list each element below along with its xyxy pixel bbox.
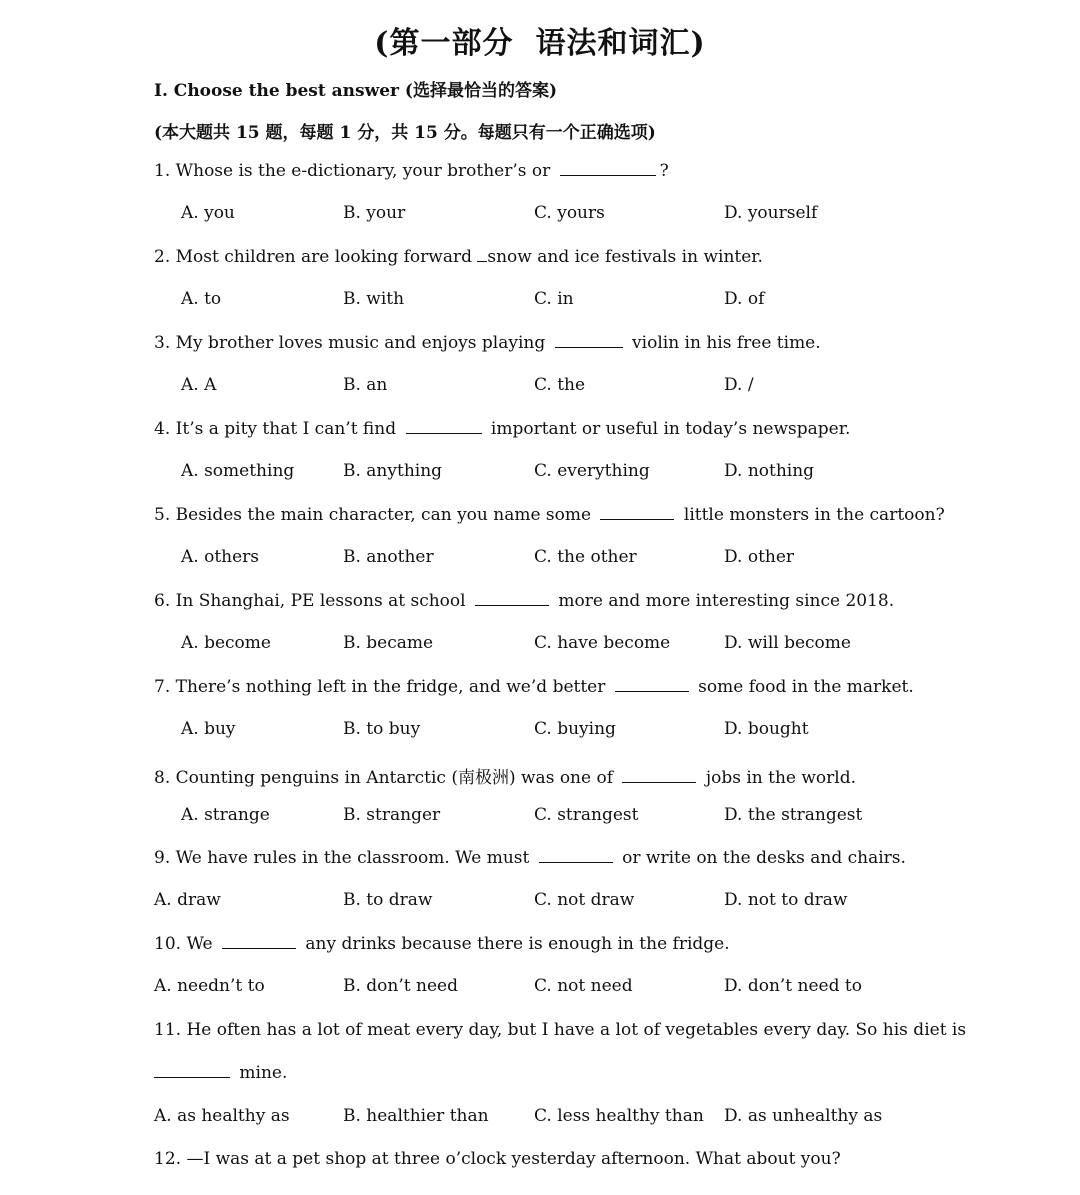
options-q6 bbox=[0, 633, 1080, 657]
option-c[interactable]: C. the bbox=[534, 375, 586, 395]
option-c[interactable]: C. not need bbox=[534, 976, 633, 996]
options-q11 bbox=[0, 1106, 1080, 1130]
option-c[interactable]: C. in bbox=[534, 289, 574, 309]
options-q10 bbox=[0, 976, 1080, 1000]
option-a[interactable]: A. strange bbox=[181, 805, 270, 825]
option-d[interactable]: D. bought bbox=[724, 719, 809, 739]
option-b[interactable]: B. to draw bbox=[343, 890, 433, 910]
answer-blank bbox=[622, 781, 696, 783]
option-a[interactable]: A. A bbox=[181, 375, 217, 395]
question-4: 4. It’s a pity that I can’t find important or useful in today’s newspaper. bbox=[154, 419, 851, 439]
options-q3 bbox=[0, 375, 1080, 399]
option-c[interactable]: C. have become bbox=[534, 633, 671, 653]
option-b[interactable]: B. to buy bbox=[343, 719, 421, 739]
question-10: 10. We any drinks because there is enough in the fridge. bbox=[154, 934, 730, 954]
option-d[interactable]: D. will become bbox=[724, 633, 851, 653]
option-d[interactable]: D. of bbox=[724, 289, 765, 309]
question-7: 7. There’s nothing left in the fridge, and we’d better some food in the market. bbox=[154, 677, 914, 697]
option-a[interactable]: A. as healthy as bbox=[154, 1106, 290, 1126]
options-q8 bbox=[0, 805, 1080, 829]
option-b[interactable]: B. another bbox=[343, 547, 434, 567]
answer-blank bbox=[600, 518, 674, 520]
option-d[interactable]: D. as unhealthy as bbox=[724, 1106, 883, 1126]
option-c[interactable]: C. everything bbox=[534, 461, 650, 481]
answer-blank bbox=[222, 947, 296, 949]
option-a[interactable]: A. you bbox=[181, 203, 235, 223]
option-d[interactable]: D. the strangest bbox=[724, 805, 863, 825]
question-1: 1. Whose is the e-dictionary, your brother’s or ? bbox=[154, 161, 669, 181]
question-12: 12. —I was at a pet shop at three o’clock yesterday afternoon. What about you? bbox=[154, 1149, 841, 1169]
answer-blank bbox=[154, 1076, 230, 1078]
option-b[interactable]: B. healthier than bbox=[343, 1106, 489, 1126]
question-11-continued: mine. bbox=[154, 1063, 287, 1083]
option-c[interactable]: C. yours bbox=[534, 203, 605, 223]
option-a[interactable]: A. draw bbox=[154, 890, 221, 910]
option-b[interactable]: B. became bbox=[343, 633, 434, 653]
option-c[interactable]: C. buying bbox=[534, 719, 616, 739]
options-q9 bbox=[0, 890, 1080, 914]
options-q7 bbox=[0, 719, 1080, 743]
question-8: 8. Counting penguins in Antarctic (南极洲) was one of jobs in the world. bbox=[154, 768, 857, 788]
option-b[interactable]: B. with bbox=[343, 289, 405, 309]
option-a[interactable]: A. buy bbox=[181, 719, 236, 739]
answer-blank bbox=[555, 346, 623, 348]
option-b[interactable]: B. anything bbox=[343, 461, 443, 481]
option-d[interactable]: D. other bbox=[724, 547, 795, 567]
option-d[interactable]: D. nothing bbox=[724, 461, 815, 481]
option-b[interactable]: B. your bbox=[343, 203, 406, 223]
page-title: (第一部分 语法和词汇) bbox=[374, 26, 706, 61]
option-c[interactable]: C. the other bbox=[534, 547, 637, 567]
question-3: 3. My brother loves music and enjoys playing violin in his free time. bbox=[154, 333, 821, 353]
option-c[interactable]: C. strangest bbox=[534, 805, 639, 825]
answer-blank bbox=[615, 690, 689, 692]
section-heading: I. Choose the best answer (选择最恰当的答案) bbox=[154, 81, 558, 101]
option-d[interactable]: D. yourself bbox=[724, 203, 818, 223]
option-a[interactable]: A. needn’t to bbox=[154, 976, 265, 996]
option-b[interactable]: B. stranger bbox=[343, 805, 441, 825]
question-11: 11. He often has a lot of meat every day, but I have a lot of vegetables every day. So his diet is bbox=[154, 1020, 967, 1040]
question-2: 2. Most children are looking forward snow and ice festivals in winter. bbox=[154, 247, 763, 267]
option-d[interactable]: D. don’t need to bbox=[724, 976, 862, 996]
question-6: 6. In Shanghai, PE lessons at school more and more interesting since 2018. bbox=[154, 591, 895, 611]
options-q1 bbox=[0, 203, 1080, 227]
question-5: 5. Besides the main character, can you name some little monsters in the cartoon? bbox=[154, 505, 945, 525]
options-q4 bbox=[0, 461, 1080, 485]
option-d[interactable]: D. not to draw bbox=[724, 890, 848, 910]
options-q5 bbox=[0, 547, 1080, 571]
option-a[interactable]: A. to bbox=[181, 289, 222, 309]
option-d[interactable]: D. / bbox=[724, 375, 754, 395]
option-a[interactable]: A. become bbox=[181, 633, 271, 653]
question-9: 9. We have rules in the classroom. We must or write on the desks and chairs. bbox=[154, 848, 906, 868]
answer-blank bbox=[475, 604, 549, 606]
option-a[interactable]: A. something bbox=[181, 461, 295, 481]
option-a[interactable]: A. others bbox=[181, 547, 260, 567]
answer-blank bbox=[539, 861, 613, 863]
option-b[interactable]: B. an bbox=[343, 375, 388, 395]
answer-blank bbox=[560, 174, 656, 176]
answer-blank bbox=[477, 260, 487, 262]
option-c[interactable]: C. not draw bbox=[534, 890, 635, 910]
answer-blank bbox=[406, 432, 482, 434]
option-c[interactable]: C. less healthy than bbox=[534, 1106, 704, 1126]
section-note: (本大题共 15 题，每题 1 分，共 15 分。每题只有一个正确选项) bbox=[154, 123, 656, 143]
options-q2 bbox=[0, 289, 1080, 313]
option-b[interactable]: B. don’t need bbox=[343, 976, 458, 996]
